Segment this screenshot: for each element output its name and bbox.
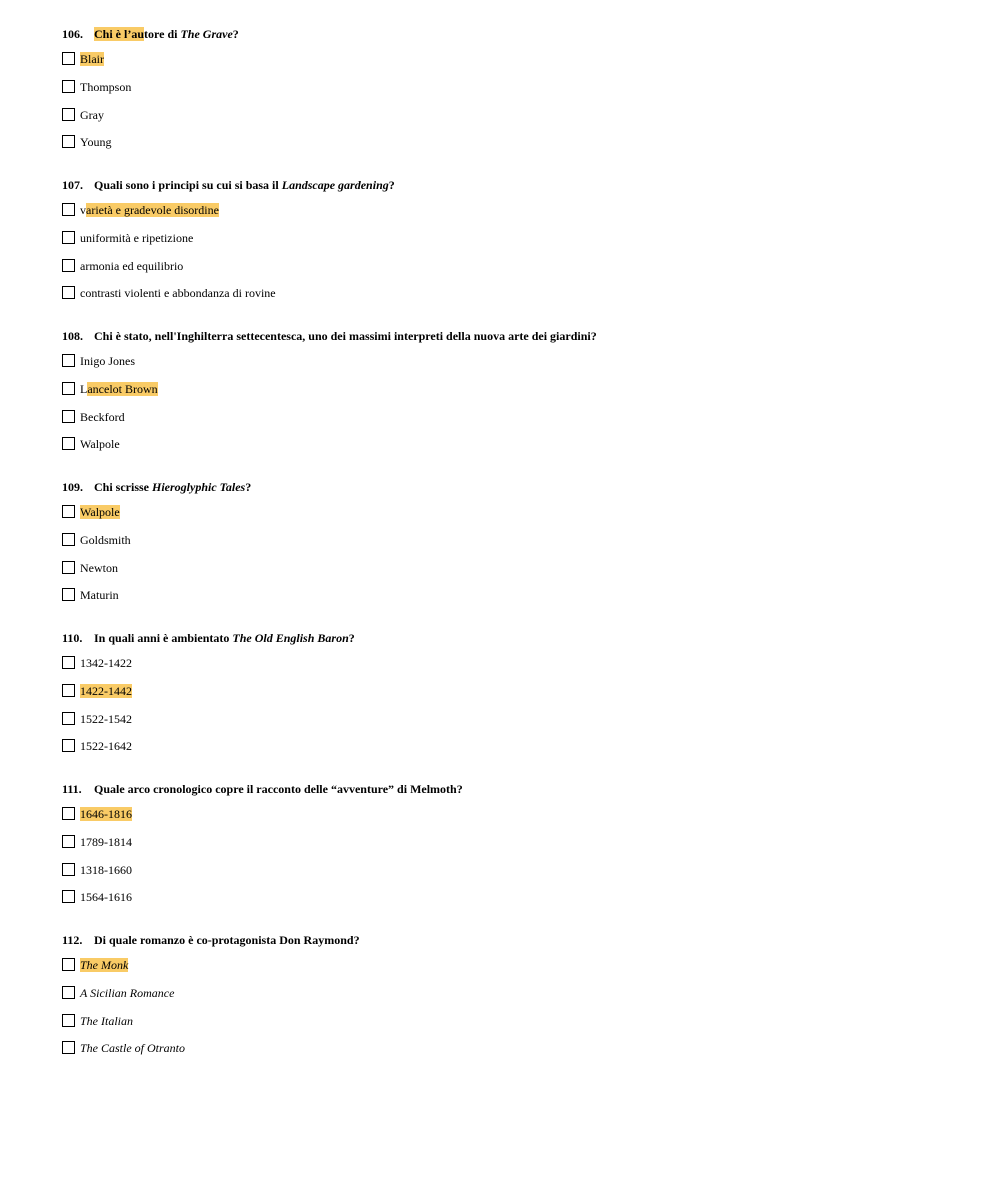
checkbox-icon[interactable]	[62, 354, 75, 367]
question-text	[94, 933, 360, 947]
checkbox-icon[interactable]	[62, 561, 75, 574]
text-run: Chi scrisse	[94, 480, 152, 494]
text-run: Walpole	[80, 505, 120, 519]
checkbox-icon[interactable]	[62, 712, 75, 725]
text-run: Chi è stato, nell'Inghilterra settecentesca, uno dei massimi interpreti della nuova arte dei giardini?	[94, 329, 597, 343]
checkbox-icon[interactable]	[62, 52, 75, 65]
answer-option-label	[80, 505, 120, 520]
text-run: ?	[348, 631, 355, 645]
checkbox-icon[interactable]	[62, 835, 75, 848]
checkbox-icon[interactable]	[62, 410, 75, 423]
text-run: uniformità e ripetizione	[80, 231, 194, 245]
checkbox-icon[interactable]	[62, 80, 75, 93]
text-run: L	[80, 382, 88, 396]
text-run: 1564-1616	[80, 890, 132, 904]
text-run: Landscape gardening	[281, 178, 389, 192]
question-text	[94, 178, 395, 192]
checkbox-icon[interactable]	[62, 986, 75, 999]
text-run: The Monk	[80, 958, 129, 972]
answer-option-label	[80, 410, 125, 425]
question-number: 106.	[62, 27, 83, 41]
question-text	[94, 480, 251, 494]
question-number: 109.	[62, 480, 83, 494]
question-title	[62, 479, 251, 495]
text-run: Maturin	[80, 588, 119, 602]
question-number: 108.	[62, 329, 83, 343]
answer-option-label	[80, 135, 111, 150]
question-title	[62, 932, 360, 948]
answer-option-label	[80, 1014, 133, 1029]
text-run: ?	[245, 480, 252, 494]
answer-option-label	[80, 561, 118, 576]
text-run: The Old English Baron	[232, 631, 349, 645]
checkbox-icon[interactable]	[62, 203, 75, 216]
checkbox-icon[interactable]	[62, 588, 75, 601]
answer-option-label	[80, 958, 128, 973]
text-run: The Castle of Otranto	[80, 1041, 186, 1055]
text-run: tore di	[144, 27, 181, 41]
text-run: ?	[232, 27, 239, 41]
answer-option-label	[80, 807, 132, 822]
question-number: 110.	[62, 631, 83, 645]
checkbox-icon[interactable]	[62, 382, 75, 395]
question-title	[62, 328, 597, 344]
answer-option-label	[80, 835, 132, 850]
answer-option-label	[80, 533, 131, 548]
checkbox-icon[interactable]	[62, 807, 75, 820]
text-run: contrasti violenti e abbondanza di rovine	[80, 286, 276, 300]
answer-option-label	[80, 382, 158, 397]
question-number: 111.	[62, 782, 82, 796]
text-run: Walpole	[80, 437, 120, 451]
text-run: A Sicilian Romance	[80, 986, 175, 1000]
text-run: ?	[388, 178, 395, 192]
text-run: 1318-1660	[80, 863, 132, 877]
answer-option-label	[80, 863, 132, 878]
text-run: Quali sono i principi su cui si basa il	[94, 178, 282, 192]
checkbox-icon[interactable]	[62, 863, 75, 876]
text-run: v	[80, 203, 86, 217]
answer-option-label	[80, 80, 131, 95]
checkbox-icon[interactable]	[62, 656, 75, 669]
text-run: Blair	[80, 52, 104, 66]
text-run: Inigo Jones	[80, 354, 135, 368]
answer-option-label	[80, 108, 104, 123]
text-run: Thompson	[80, 80, 132, 94]
text-run: Beckford	[80, 410, 125, 424]
checkbox-icon[interactable]	[62, 684, 75, 697]
checkbox-icon[interactable]	[62, 533, 75, 546]
text-run: Chi è l’au	[94, 27, 145, 41]
checkbox-icon[interactable]	[62, 1041, 75, 1054]
checkbox-icon[interactable]	[62, 286, 75, 299]
answer-option-label	[80, 1041, 185, 1056]
text-run: 1789-1814	[80, 835, 132, 849]
checkbox-icon[interactable]	[62, 890, 75, 903]
text-run: The Grave	[180, 27, 233, 41]
answer-option-label	[80, 739, 132, 754]
checkbox-icon[interactable]	[62, 108, 75, 121]
text-run: Young	[80, 135, 112, 149]
question-title	[62, 177, 395, 193]
text-run: In quali anni è ambientato	[94, 631, 233, 645]
answer-option-label	[80, 890, 132, 905]
text-run: 1646-1816	[80, 807, 132, 821]
checkbox-icon[interactable]	[62, 437, 75, 450]
text-run: Di quale romanzo è co-protagonista Don Raymond?	[94, 933, 360, 947]
answer-option-label	[80, 259, 183, 274]
text-run: Newton	[80, 561, 118, 575]
text-run: arietà e gradevole disordine	[86, 203, 219, 217]
answer-option-label	[80, 354, 135, 369]
answer-option-label	[80, 986, 174, 1001]
answer-option-label	[80, 203, 219, 218]
text-run: 1342-1422	[80, 656, 132, 670]
question-title	[62, 630, 355, 646]
text-run: 1422-1442	[80, 684, 132, 698]
answer-option-label	[80, 588, 119, 603]
answer-option-label	[80, 286, 276, 301]
checkbox-icon[interactable]	[62, 958, 75, 971]
question-text	[94, 631, 355, 645]
answer-option-label	[80, 656, 132, 671]
answer-option-label	[80, 52, 104, 67]
checkbox-icon[interactable]	[62, 259, 75, 272]
answer-option-label	[80, 437, 120, 452]
answer-option-label	[80, 231, 193, 246]
text-run: ancelot Brown	[87, 382, 158, 396]
checkbox-icon[interactable]	[62, 135, 75, 148]
text-run: The Italian	[80, 1014, 133, 1028]
checkbox-icon[interactable]	[62, 505, 75, 518]
question-text	[94, 27, 239, 41]
checkbox-icon[interactable]	[62, 1014, 75, 1027]
question-number: 107.	[62, 178, 83, 192]
question-title	[62, 26, 239, 42]
text-run: 1522-1542	[80, 712, 132, 726]
text-run: Hieroglyphic Tales	[152, 480, 246, 494]
answer-option-label	[80, 712, 132, 727]
question-title	[62, 781, 463, 797]
text-run: Goldsmith	[80, 533, 131, 547]
question-number: 112.	[62, 933, 83, 947]
question-text	[94, 329, 597, 343]
answer-option-label	[80, 684, 132, 699]
text-run: 1522-1642	[80, 739, 132, 753]
question-text	[94, 782, 463, 796]
text-run: Quale arco cronologico copre il racconto delle “avventure” di Melmoth?	[94, 782, 463, 796]
checkbox-icon[interactable]	[62, 739, 75, 752]
checkbox-icon[interactable]	[62, 231, 75, 244]
text-run: Gray	[80, 108, 104, 122]
text-run: armonia ed equilibrio	[80, 259, 184, 273]
